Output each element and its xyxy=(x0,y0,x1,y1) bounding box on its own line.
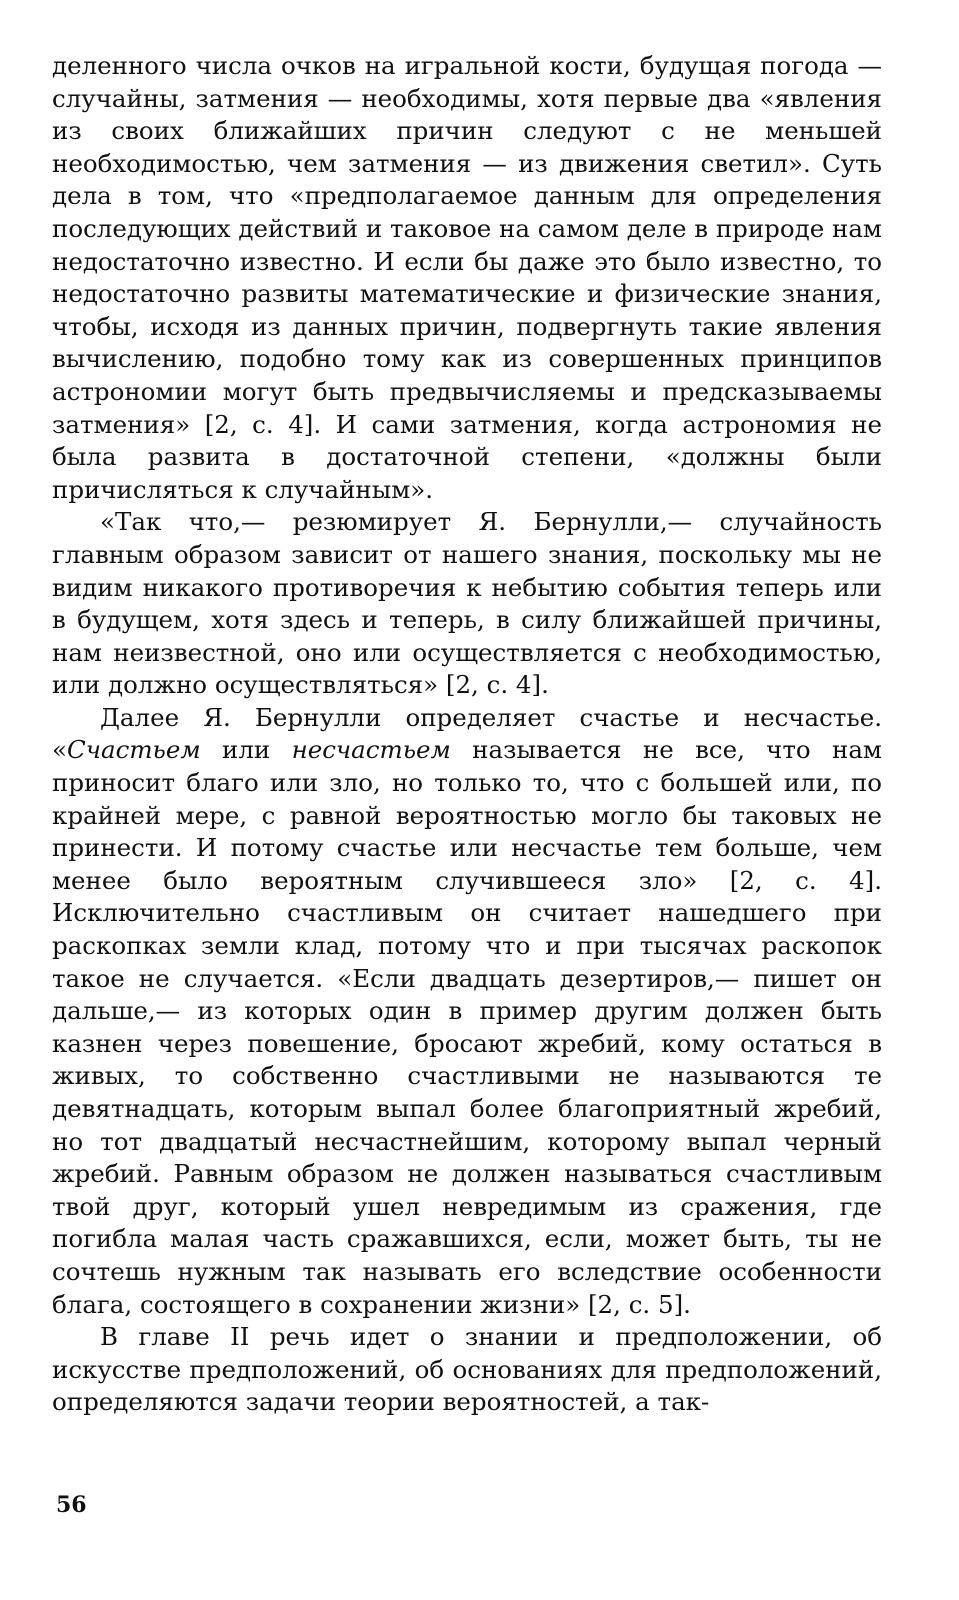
italic-term-misfortune: несчастьем xyxy=(291,735,451,765)
paragraph-1: деленного числа очков на игральной кости, будущая погода — случайны, затмения — необходимы, хотя первые два «явления из своих ближайших причин следуют с не меньшей необходимостью, чем затмения — из движения светил». Суть дела в том, что «предполагаемое данным для определения последующих действий и таковое на самом деле в природе нам недостаточно известно. И если бы даже это было известно, то недостаточно развиты математические и физические знания, чтобы, исходя из данных причин, подвергнуть такие явления вычислению, подобно тому как из совершенных принципов астрономии могут быть предвычисляемы и предсказываемы затмения» [2, с. 4]. И сами затмения, когда астрономия не была развита в достаточной степени, «должны были причисляться к случайным». xyxy=(52,51,882,504)
paragraph-3-text-c: называется не все, что нам приносит благо или зло, но только то, что с большей или, по крайней мере, с равной вероятностью могло бы таковых не принести. И потому счастье или несчастье тем больше, чем менее было вероятным случившееся зло» [2, с. 4]. Исключительно счастливым он считает нашедшего при раскопках земли клад, потому что и при тысячах раскопок такое не случается. «Если двадцать дезертиров,— пишет он дальше,— из которых один в пример другим должен быть казнен через повешение, бросают жребий, кому остаться в живых, то собственно счастливыми не называются те девятнадцать, которым выпал более благоприятный жребий, но тот двадцатый несчастнейшим, которому выпал черный жребий. Равным образом не должен называться счастливым твой друг, который ушел невредимым из сражения, где погибла малая часть сражавшихся, если, может быть, ты не сочтешь нужным так называть его вследствие особенности блага, состоящего в сохранении жизни» [2, с. 5]. xyxy=(52,735,882,1319)
paragraph-3 xyxy=(52,702,882,1321)
page-number: 56 xyxy=(56,1492,87,1518)
paragraph-3-text-a: Далее Я. Бернулли определяет счастье и несчастье. « xyxy=(52,702,882,765)
paragraph-3-text-b: или xyxy=(200,735,292,765)
paragraph-4: В главе II речь идет о знании и предположении, об искусстве предположений, об основаниях для предположений, определяются задачи теории вероятностей, а так- xyxy=(52,1322,882,1417)
italic-term-happiness: Счастьем xyxy=(67,735,201,765)
paragraph-2: «Так что,— резюмирует Я. Бернулли,— случайность главным образом зависит от нашего знания, поскольку мы не видим никакого противоречия к небытию события теперь или в будущем, хотя здесь и теперь, в силу ближайшей причины, нам неизвестной, оно или осуществляется с необходимостью, или должно осуществляться» [2, с. 4]. xyxy=(52,507,882,700)
page-body xyxy=(52,50,882,1419)
